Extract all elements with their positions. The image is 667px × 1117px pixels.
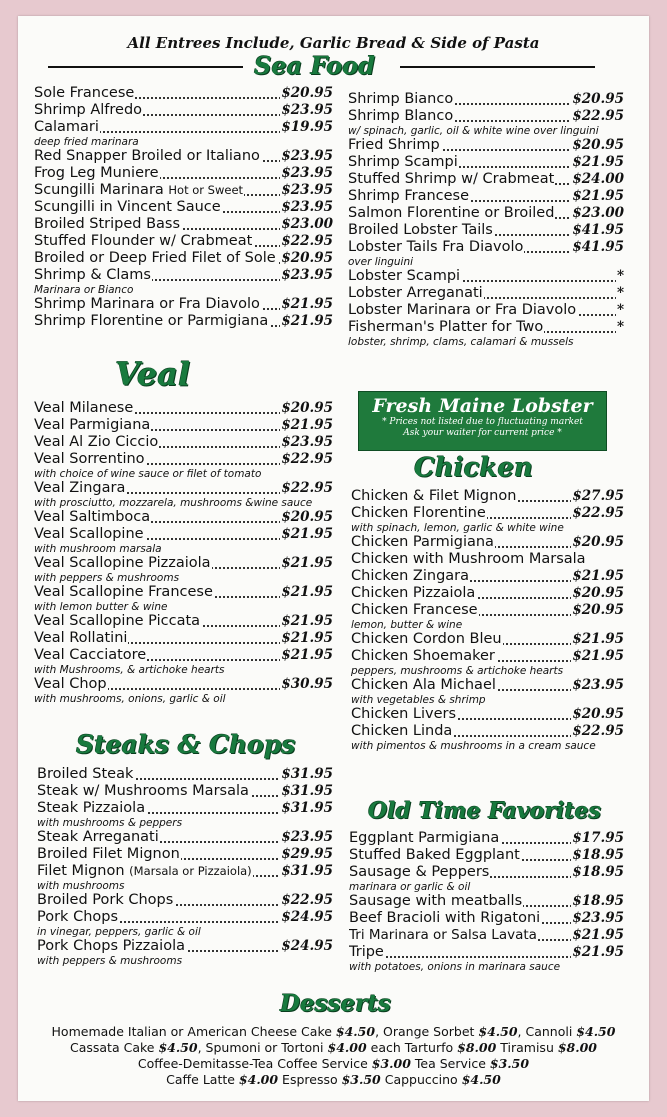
- menu-item-price: $27.95: [572, 488, 624, 504]
- menu-item-name: Chicken Pizzaiola: [351, 585, 476, 601]
- menu-item-name: Veal Scallopine Francese: [34, 584, 213, 600]
- menu-item-row: [34, 676, 333, 693]
- dessert-name: Coffee-Demitasse-Tea Coffee Service: [137, 1056, 372, 1071]
- menu-item-row: [348, 137, 624, 154]
- item-description: over linguini: [348, 256, 414, 268]
- menu-item-price: $31.95: [281, 863, 333, 879]
- menu-item-name: Pork Chops Pizzaiola: [37, 938, 185, 954]
- menu-item-row: [34, 102, 333, 119]
- menu-item-price: $41.95: [572, 239, 624, 255]
- menu-item-price: $21.95: [281, 526, 333, 542]
- menu-item-row: [34, 216, 333, 233]
- menu-item-name: Chicken Zingara: [351, 568, 470, 584]
- menu-item-row: [34, 313, 333, 330]
- chicken-heading: Chicken: [414, 453, 533, 483]
- menu-item-price: $23.95: [281, 434, 333, 450]
- menu-item-name: Calamari: [34, 119, 99, 135]
- menu-item-price: $17.95: [572, 830, 624, 846]
- menu-item-row: [37, 938, 333, 955]
- menu-item-row: [34, 199, 333, 216]
- menu-item-price: $23.95: [572, 677, 624, 693]
- veal-column: [34, 400, 333, 705]
- menu-item-name: Shrimp Scampi: [348, 154, 458, 170]
- item-description: with mushrooms, onions, garlic & oil: [34, 693, 226, 705]
- menu-item-row: [348, 108, 624, 125]
- menu-item-name: Tri Marinara or Salsa Lavata: [349, 927, 537, 943]
- menu-item-price: $21.95: [281, 313, 333, 329]
- dessert-name: , Spumoni or Tortoni: [197, 1040, 328, 1055]
- dessert-price: $4.50: [335, 1024, 376, 1039]
- menu-item-name: Sole Francese: [34, 85, 135, 101]
- menu-item-name: Chicken Linda: [351, 723, 453, 739]
- menu-item-row: [34, 267, 333, 284]
- menu-item-row: [37, 766, 333, 783]
- menu-item-name: Stuffed Shrimp w/ Crabmeat: [348, 171, 555, 187]
- seafood-rule-right: [400, 66, 595, 68]
- menu-item-row: [37, 909, 333, 926]
- menu-item-price: $24.00: [572, 171, 624, 187]
- menu-item-price: *: [616, 319, 624, 335]
- menu-item-name: Tripe: [349, 944, 384, 960]
- menu-item-row: [34, 148, 333, 165]
- menu-item-row: [348, 222, 624, 239]
- menu-item-name: Shrimp Francese: [348, 188, 470, 204]
- menu-item-row: [34, 400, 333, 417]
- menu-item-price: $22.95: [572, 108, 624, 124]
- menu-item-row: [34, 233, 333, 250]
- dessert-name: Espresso: [278, 1072, 342, 1087]
- menu-item-row: [34, 165, 333, 182]
- item-description: lobster, shrimp, clams, calamari & mussels: [348, 336, 574, 348]
- menu-item-price: $21.95: [281, 647, 333, 663]
- menu-item-row: [348, 171, 624, 188]
- menu-item-row: [34, 509, 333, 526]
- menu-item-row: [349, 830, 624, 847]
- menu-item-name: Chicken with Mushroom Marsala: [351, 551, 586, 567]
- menu-item-price: $22.95: [281, 233, 333, 249]
- menu-item-row: [37, 829, 333, 846]
- item-description: Marinara or Bianco: [34, 284, 134, 296]
- menu-item-price: $23.95: [281, 829, 333, 845]
- dessert-name: , Cannoli: [517, 1024, 577, 1039]
- dessert-name: each Tarturfo: [366, 1040, 458, 1055]
- menu-item-name: Frog Leg Muniere: [34, 165, 159, 181]
- menu-item-name: Sausage with meatballs: [349, 893, 523, 909]
- menu-item-name: Chicken Francese: [351, 602, 478, 618]
- menu-header: All Entrees Include, Garlic Bread & Side of Pasta: [127, 34, 540, 52]
- menu-item-name: Sausage & Peppers: [349, 864, 490, 880]
- item-description: with Mushrooms, & artichoke hearts: [34, 664, 225, 676]
- menu-item-price: $20.95: [572, 706, 624, 722]
- menu-item-row: [34, 182, 333, 199]
- menu-item-row: [34, 85, 333, 102]
- item-description: lemon, butter & wine: [351, 619, 463, 631]
- menu-item-name: Veal Al Zio Ciccio: [34, 434, 159, 450]
- menu-item-name: Veal Milanese: [34, 400, 134, 416]
- menu-item-price: $20.95: [572, 91, 624, 107]
- menu-item-price: $21.95: [281, 296, 333, 312]
- item-description: with potatoes, onions in marinara sauce: [349, 961, 561, 973]
- oldtime-column: [349, 830, 624, 973]
- menu-item-price: $20.95: [281, 400, 333, 416]
- desserts-list: [18, 1024, 649, 1088]
- menu-item-name: Broiled Striped Bass: [34, 216, 181, 232]
- seafood-right-column: [348, 91, 624, 348]
- menu-item-row: [351, 488, 624, 505]
- menu-item-row: [349, 893, 624, 910]
- menu-item-price: $21.95: [572, 927, 624, 943]
- dessert-name: Caffe Latte: [166, 1072, 239, 1087]
- menu-item-row: [351, 534, 624, 551]
- menu-item-price: $18.95: [572, 847, 624, 863]
- dessert-price: $8.00: [457, 1040, 497, 1055]
- menu-item-row: [351, 505, 624, 522]
- menu-item-name: Stuffed Baked Eggplant: [349, 847, 520, 863]
- item-description: with vegetables & shrimp: [351, 694, 486, 706]
- item-description: with prosciutto, mozzarela, mushrooms &wine sauce: [34, 497, 313, 509]
- lobster-note-2: Ask your waiter for current price *: [403, 428, 562, 438]
- menu-item-name: Veal Scallopine Pizzaiola: [34, 555, 211, 571]
- menu-item-price: *: [616, 285, 624, 301]
- menu-item-row: [37, 846, 333, 863]
- fresh-maine-lobster-banner: [358, 391, 607, 451]
- menu-item-row: [34, 613, 333, 630]
- desserts-heading: Desserts: [280, 990, 391, 1017]
- dessert-price: $4.00: [238, 1072, 279, 1087]
- item-description: with pimentos & mushrooms in a cream sauce: [351, 740, 596, 752]
- menu-item-row: [348, 319, 624, 336]
- menu-item-row: [349, 927, 624, 944]
- menu-item-row: [37, 783, 333, 800]
- menu-item-name: Veal Parmigiana: [34, 417, 151, 433]
- menu-item-name: Chicken Florentine: [351, 505, 486, 521]
- menu-item-price: $21.95: [281, 417, 333, 433]
- menu-item-name: Shrimp Alfredo: [34, 102, 143, 118]
- dessert-name: Cappuccino: [380, 1072, 462, 1087]
- menu-item-row: [37, 800, 333, 817]
- menu-item-name: Filet Mignon (Marsala or Pizzaiola): [37, 863, 252, 879]
- menu-item-name: Fried Shrimp: [348, 137, 440, 153]
- menu-item-name: Salmon Florentine or Broiled: [348, 205, 555, 221]
- menu-item-row: [351, 648, 624, 665]
- dessert-price: $4.50: [478, 1024, 518, 1039]
- menu-item-name: Pork Chops: [37, 909, 119, 925]
- menu-item-name: Chicken Ala Michael: [351, 677, 496, 693]
- menu-item-price: $19.95: [281, 119, 333, 135]
- dessert-name: Homemade Italian or American Cheese Cake: [51, 1024, 336, 1039]
- item-description: with spinach, lemon, garlic & white wine: [351, 522, 564, 534]
- menu-item-row: [348, 91, 624, 108]
- dessert-line: [18, 1056, 649, 1072]
- menu-item-name: Veal Cacciatore: [34, 647, 147, 663]
- menu-item-name: Shrimp Blanco: [348, 108, 454, 124]
- menu-item-name: Scungilli in Vincent Sauce: [34, 199, 221, 215]
- menu-item-price: $21.95: [281, 555, 333, 571]
- item-description: with peppers & mushrooms: [37, 955, 183, 967]
- dessert-price: $4.00: [327, 1040, 367, 1055]
- menu-item-row: [349, 864, 624, 881]
- menu-item-row: [351, 631, 624, 648]
- menu-item-price: $20.95: [281, 250, 333, 266]
- seafood-heading: Sea Food: [254, 51, 376, 80]
- menu-item-row: [349, 910, 624, 927]
- dessert-name: Cassata Cake: [69, 1040, 159, 1055]
- menu-item-row: [351, 585, 624, 602]
- menu-item-row: [37, 863, 333, 880]
- menu-item-row: [34, 630, 333, 647]
- menu-item-row: [351, 723, 624, 740]
- menu-item-price: *: [616, 268, 624, 284]
- menu-item-price: $41.95: [572, 222, 624, 238]
- menu-item-row: [34, 250, 333, 267]
- menu-item-name: Veal Scallopine Piccata: [34, 613, 201, 629]
- menu-item-price: $22.95: [281, 480, 333, 496]
- menu-item-row: [349, 944, 624, 961]
- menu-item-price: $18.95: [572, 864, 624, 880]
- menu-item-row: [34, 555, 333, 572]
- menu-item-row: [34, 526, 333, 543]
- menu-item-name: Broiled Lobster Tails: [348, 222, 493, 238]
- menu-item-name: Eggplant Parmigiana: [349, 830, 500, 846]
- menu-item-name: Shrimp Bianco: [348, 91, 454, 107]
- menu-item-row: [34, 584, 333, 601]
- menu-item-price: $23.00: [281, 216, 333, 232]
- menu-item-name: Steak Pizzaiola: [37, 800, 146, 816]
- dessert-price: $3.50: [341, 1072, 381, 1087]
- menu-item-price: $30.95: [281, 676, 333, 692]
- menu-item-price: $20.95: [572, 137, 624, 153]
- menu-item-price: $31.95: [281, 783, 333, 799]
- menu-item-name: Veal Scallopine: [34, 526, 144, 542]
- item-description: w/ spinach, garlic, oil & white wine over linguini: [348, 125, 599, 137]
- menu-item-name: Red Snapper Broiled or Italiano: [34, 148, 260, 164]
- menu-item-name: Chicken Parmigiana: [351, 534, 494, 550]
- menu-item-price: $24.95: [281, 938, 333, 954]
- menu-item-name: Broiled Filet Mignon: [37, 846, 180, 862]
- menu-item-row: [349, 847, 624, 864]
- menu-item-row: [351, 677, 624, 694]
- dessert-name: Tiramisu: [496, 1040, 558, 1055]
- menu-item-name: Beef Bracioli with Rigatoni: [349, 910, 541, 926]
- menu-item-price: $23.95: [281, 148, 333, 164]
- menu-item-name: Veal Zingara: [34, 480, 126, 496]
- dessert-name: Tea Service: [410, 1056, 490, 1071]
- seafood-left-column: [34, 85, 333, 330]
- menu-item-name: Lobster Tails Fra Diavolo: [348, 239, 524, 255]
- menu-item-price: $18.95: [572, 893, 624, 909]
- dessert-price: $3.00: [371, 1056, 411, 1071]
- menu-item-price: $23.95: [281, 182, 333, 198]
- menu-item-price: $23.95: [281, 199, 333, 215]
- dessert-price: $3.50: [489, 1056, 530, 1071]
- menu-item-name: Lobster Marinara or Fra Diavolo: [348, 302, 577, 318]
- menu-item-qualifier: Hot or Sweet: [168, 183, 244, 197]
- item-description: with peppers & mushrooms: [34, 572, 180, 584]
- menu-item-name: Lobster Arreganati: [348, 285, 483, 301]
- menu-item-row: [351, 568, 624, 585]
- menu-item-price: $29.95: [281, 846, 333, 862]
- menu-item-row: [34, 119, 333, 136]
- menu-item-row: [348, 285, 624, 302]
- menu-item-price: $20.95: [281, 509, 333, 525]
- menu-item-name: Veal Chop: [34, 676, 107, 692]
- menu-item-name: Veal Rollatini: [34, 630, 128, 646]
- lobster-title: Fresh Maine Lobster: [372, 395, 593, 417]
- item-description: with mushrooms & peppers: [37, 817, 183, 829]
- menu-item-price: $23.95: [572, 910, 624, 926]
- item-description: marinara or garlic & oil: [349, 881, 471, 893]
- menu-item-price: $23.95: [281, 165, 333, 181]
- dessert-price: $4.50: [461, 1072, 501, 1087]
- menu-item-price: $31.95: [281, 766, 333, 782]
- menu-item-row: [348, 268, 624, 285]
- item-description: with lemon butter & wine: [34, 601, 168, 613]
- menu-item-name: Steak Arreganati: [37, 829, 159, 845]
- dessert-name: , Orange Sorbet: [375, 1024, 479, 1039]
- item-description: with mushroom marsala: [34, 543, 162, 555]
- menu-item-name: Chicken Shoemaker: [351, 648, 495, 664]
- menu-item-name: Shrimp Florentine or Parmigiana: [34, 313, 269, 329]
- menu-item-name: Scungilli Marinara Hot or Sweet: [34, 182, 244, 198]
- menu-item-price: $23.95: [281, 102, 333, 118]
- menu-item-price: $22.95: [281, 892, 333, 908]
- menu-item-price: $22.95: [572, 723, 624, 739]
- menu-item-price: $21.95: [572, 648, 624, 664]
- menu-item-name: Chicken Livers: [351, 706, 457, 722]
- menu-item-name: Veal Saltimboca: [34, 509, 151, 525]
- menu-item-row: [348, 205, 624, 222]
- menu-item-price: $22.95: [281, 451, 333, 467]
- menu-item-name: Steak w/ Mushrooms Marsala: [37, 783, 249, 799]
- menu-item-price: $21.95: [281, 630, 333, 646]
- menu-item-name: Chicken & Filet Mignon: [351, 488, 517, 504]
- menu-item-price: $21.95: [572, 188, 624, 204]
- menu-item-name: Stuffed Flounder w/ Crabmeat: [34, 233, 253, 249]
- item-description: with mushrooms: [37, 880, 125, 892]
- menu-item-price: $31.95: [281, 800, 333, 816]
- menu-item-price: $22.95: [572, 505, 624, 521]
- steaks-heading: Steaks & Chops: [76, 730, 296, 759]
- seafood-rule-left: [48, 66, 243, 68]
- menu-item-price: $21.95: [572, 944, 624, 960]
- dessert-price: $8.00: [557, 1040, 597, 1055]
- menu-item-row: [348, 188, 624, 205]
- dessert-line: [18, 1024, 649, 1040]
- menu-item-price: $21.95: [281, 613, 333, 629]
- menu-item-name: Veal Sorrentino: [34, 451, 145, 467]
- menu-item-price: $24.95: [281, 909, 333, 925]
- menu-item-name: Broiled Pork Chops: [37, 892, 174, 908]
- menu-item-row: [348, 154, 624, 171]
- oldtime-heading: Old Time Favorites: [368, 798, 601, 824]
- menu-item-name: Shrimp Marinara or Fra Diavolo: [34, 296, 260, 312]
- lobster-note-1: * Prices not listed due to fluctuating market: [382, 417, 583, 427]
- menu-item-row: [34, 296, 333, 313]
- menu-item-name: Shrimp & Clams: [34, 267, 151, 283]
- dessert-line: [18, 1072, 649, 1088]
- menu-item-price: $20.95: [281, 85, 333, 101]
- menu-item-price: $21.95: [572, 631, 624, 647]
- item-description: in vinegar, peppers, garlic & oil: [37, 926, 201, 938]
- menu-item-row: [34, 451, 333, 468]
- menu-item-row: [34, 647, 333, 664]
- menu-item-name: Fisherman's Platter for Two: [348, 319, 544, 335]
- menu-item-row: [351, 706, 624, 723]
- menu-item-price: $23.00: [572, 205, 624, 221]
- dessert-price: $4.50: [158, 1040, 198, 1055]
- dessert-price: $4.50: [576, 1024, 616, 1039]
- veal-heading: Veal: [115, 355, 191, 393]
- menu-item-price: $21.95: [281, 584, 333, 600]
- menu-item-row: [348, 302, 624, 319]
- menu-item-name: Lobster Scampi: [348, 268, 461, 284]
- menu-item-row: [348, 239, 624, 256]
- menu-item-price: *: [616, 302, 624, 318]
- menu-item-price: $20.95: [572, 602, 624, 618]
- menu-item-price: $21.95: [572, 568, 624, 584]
- menu-item-price: $21.95: [572, 154, 624, 170]
- item-description: peppers, mushrooms & artichoke hearts: [351, 665, 564, 677]
- steaks-column: [37, 766, 333, 967]
- menu-item-price: $20.95: [572, 534, 624, 550]
- menu-item-row: [34, 434, 333, 451]
- menu-item-price: $20.95: [572, 585, 624, 601]
- menu-item-name: Broiled or Deep Fried Filet of Sole: [34, 250, 276, 266]
- menu-item-row: [34, 480, 333, 497]
- chicken-column: [351, 488, 624, 752]
- menu-item-name: Broiled Steak: [37, 766, 134, 782]
- menu-card: [18, 16, 649, 1101]
- menu-item-price: $23.95: [281, 267, 333, 283]
- item-description: with choice of wine sauce or filet of tomato: [34, 468, 262, 480]
- menu-item-row: [37, 892, 333, 909]
- item-description: deep fried marinara: [34, 136, 139, 148]
- menu-item-row: [34, 417, 333, 434]
- menu-item-qualifier: (Marsala or Pizzaiola): [129, 864, 252, 878]
- dessert-line: [18, 1040, 649, 1056]
- menu-item-row: [351, 602, 624, 619]
- menu-item-name: Chicken Cordon Bleu: [351, 631, 502, 647]
